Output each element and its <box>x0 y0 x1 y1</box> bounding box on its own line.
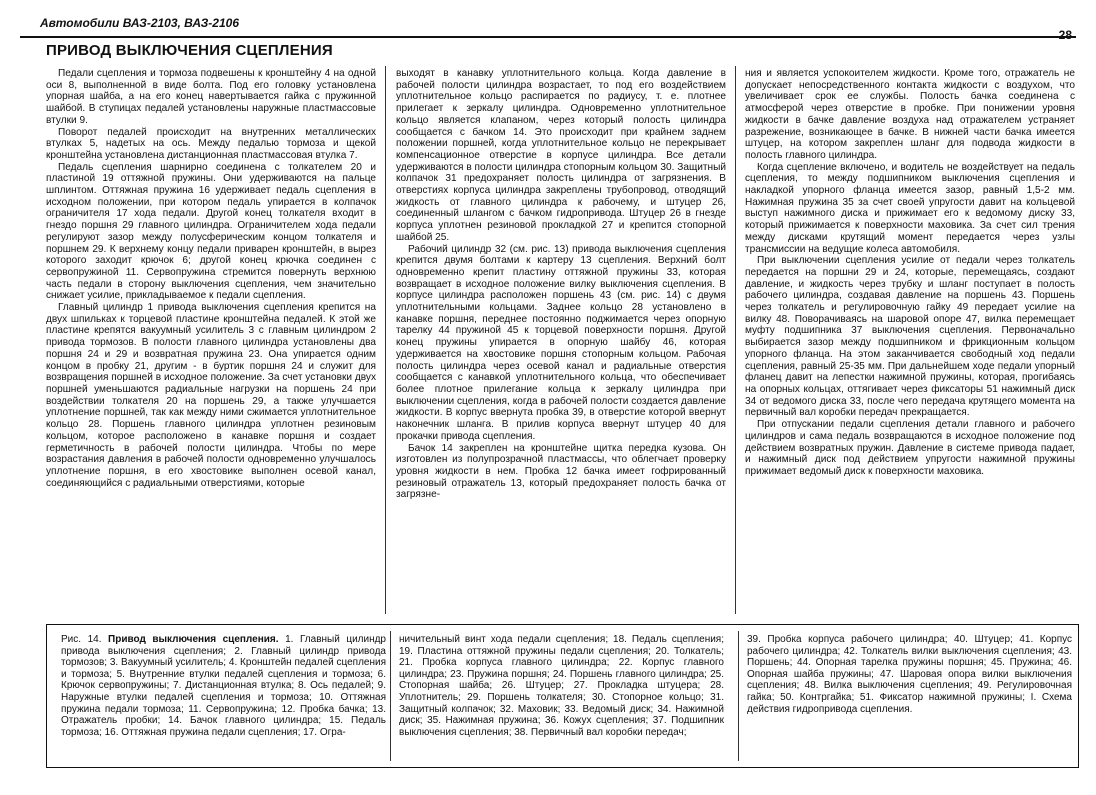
paragraph: выходят в канавку уплотнительного кольца. Когда давление в рабочей полости цилиндра возрастает, то под его воздействием уплотнительное кольцо распирается по радиусу, т. е. плотнее прилегает к зеркалу цилиндра. Одновременно уплотнительное кольцо является клапаном, через который полость цилиндра сообщается с бачком 14. Это происходит при крайнем заднем положении поршней, когда уплотнительное кольцо не перекрывает компенсационное отверстие в корпусе цилиндра. Все детали удерживаются в полости цилиндра стопорным кольцом 30. Защитный колпачок 31 предохраняет полость цилиндра от загрязнения. В отверстиях корпуса цилиндра закреплены трубопровод, отводящий жидкость от главного цилиндра к рабочему, и штуцер 26, соединенный шлангом с бачком гидропривода. Штуцер 26 в гнезде корпуса уплотнен резиновой прокладкой 27 и крепится стопорной шайбой 25. <box>396 68 726 243</box>
running-header <box>20 14 1076 42</box>
caption-text-1: 1. Главный цилиндр привода выключения сцепления; 2. Главный цилиндр привода тормозов; 3. Вакуумный усилитель; 4. Кронштейн педалей сцепления и тормоза; 5. Внутренние втулки педалей сцепления и тормоза; 6. Крючок сервопружины; 7. Дистанционная втулка; 8. Ось педалей; 9. Наружные втулки педалей сцепления и тормоза; 10. Оттяжная пружина педали тормоза; 11. Сервопружина; 12. Пробка бачка; 13. Отражатель пробки; 14. Бачок главного цилиндра; 15. Педаль тормоза; 16. Оттяжная пружина педали сцепления; 17. Огра- <box>61 634 386 738</box>
paragraph: Бачок 14 закреплен на кронштейне щитка передка кузова. Он изготовлен из полупрозрачной пластмассы, что облегчает проверку уровня жидкости в нем. Пробка 12 бачка имеет гофрированный резиновый отражатель 13, который предохраняет полость бачка от загрязне- <box>396 442 726 501</box>
paragraph: При выключении сцепления усилие от педали через толкатель передается на поршни 29 и 24, которые, перемещаясь, создают давление, и жидкость через трубку и шланг поступает в полость рабочего цилиндра, создавая давление на поршень 43. Поршень через толкатель и регулировочную гайку 49 передает усилие на вилку 48. Поворачиваясь на шаровой опоре 47, вилка перемещает муфту подшипника 37 выключения сцепления. Первоначально выбирается зазор между подшипником и фрикционным кольцом упорного фланца. На этом заканчивается свободный ход педали сцепления, равный 25-35 мм. При дальнейшем ходе педали упорный фланец давит на лепестки нажимной пружины, которая, прогибаясь на опорных кольцах, оттягивает через фиксаторы 51 нажимный диск 34 от ведомого диска 33, после чего передача крутящего момента на первичный вал коробки передач прекращается. <box>745 255 1075 419</box>
caption-column-3 <box>747 634 1072 762</box>
caption-column-1 <box>61 634 386 762</box>
column-divider <box>385 66 386 614</box>
section-title: ПРИВОД ВЫКЛЮЧЕНИЯ СЦЕПЛЕНИЯ <box>46 42 333 59</box>
column-divider <box>735 66 736 614</box>
book-title: Автомобили ВАЗ-2103, ВАЗ-2106 <box>40 16 240 30</box>
caption-divider <box>390 631 391 761</box>
text-column-3 <box>745 68 1075 616</box>
caption-divider <box>738 631 739 761</box>
paragraph: Поворот педалей происходит на внутренних металлических втулках 5, надетых на ось. Между педалью тормоза и щекой кронштейна установлена дистанционная пластмассовая втулка 7. <box>46 126 376 161</box>
paragraph: Главный цилиндр 1 привода выключения сцепления крепится на двух шпильках к торцевой пластине кронштейна педалей. К этой же пластине крепятся вакуумный усилитель 3 с главным цилиндром 2 привода тормозов. В полости главного цилиндра установлены два поршня 24 и 29 и возвратная пружина 23. Она упирается одним концом в пробку 21, другим - в буртик поршня 24 и служит для возвращения поршней в исходное положение. За счет установки двух поршней уменьшаются радиальные нагрузки на поршень 24 при воздействии толкателя 20 на поршень 29, а также улучшается уплотнение поршней, так как между ними сжимается уплотнительное кольцо 28. Поршень главного цилиндра уплотнен резиновым кольцом, которое расположено в канавке поршня и создает герметичность в рабочей полости цилиндра. Чтобы по мере возрастания давления в рабочей полости одновременно улучшалось уплотнение поршня, в его хвостовике выполнен осевой канал, соединяющийся с радиальными отверстиями, которые <box>46 302 376 489</box>
paragraph: Рабочий цилиндр 32 (см. рис. 13) привода выключения сцепления крепится двумя болтами к картеру 13 сцепления. Верхний болт одновременно крепит пластину оттяжной пружины 33, которая возвращает в исходное положение вилку выключения сцепления. В корпусе цилиндра расположен поршень 43 (см. рис. 14) с двумя уплотнительными кольцами. Заднее кольцо 28 установлено в канавке поршня, переднее постоянно поджимается через опорную тарелку 44 пружиной 45 к торцевой поверхности поршня. Другой конец пружины упирается в опорную шайбу 46, которая удерживается на хвостовике поршня стопорным кольцом. Рабочая полость цилиндра через осевой канал и радиальные отверстия сообщается с канавкой уплотнительного кольца, что обеспечивает более плотное прилегание кольца к зеркалу цилиндра при выключении сцепления, когда в рабочей полости создается давление жидкости. В корпус ввернута пробка 39, в отверстие которой ввернут наконечник шланга. В прилив корпуса ввернут штуцер 40 для прокачки привода сцепления. <box>396 243 726 442</box>
caption-text-3: 39. Пробка корпуса рабочего цилиндра; 40. Штуцер; 41. Корпус рабочего цилиндра; 42. Толкатель вилки выключения сцепления; 43. Поршень; 44. Опорная тарелка пружины поршня; 45. Пружина; 46. Опорная шайба пружины; 47. Шаровая опора вилки выключения сцепления; 48. Вилка выключения сцепления; 49. Регулировочная гайка; 50. Контргайка; 51. Фиксатор нажимной пружины; I. Схема действия гидропривода сцепления. <box>747 634 1072 715</box>
figure-caption-box <box>46 624 1079 768</box>
page-number: 28 <box>1058 28 1072 42</box>
paragraph: При отпускании педали сцепления детали главного и рабочего цилиндров и сама педаль возвращаются в исходное положение под действием возвратных пружин. Давление в системе привода падает, и нажимный диск под действием упругости нажимной пружины прижимает ведомый диск к поверхности маховика. <box>745 419 1075 477</box>
paragraph: ния и является успокоителем жидкости. Кроме того, отражатель не допускает непосредственного контакта жидкости с воздухом, что увеличивает срок ее службы. Полость бачка соединена с атмосферой через отверстие в пробке. При понижении уровня жидкости в бачке давление воздуха над отражателем устраняет разрежение, возникающее в бачке. В нижней части бачка имеется штуцер, на котором закреплен шланг для подвода жидкости в полость главного цилиндра. <box>745 68 1075 161</box>
caption-text-2: ничительный винт хода педали сцепления; 18. Педаль сцепления; 19. Пластина оттяжной пружины педали сцепления; 20. Толкатель; 21. Пробка корпуса главного цилиндра; 22. Корпус главного цилиндра; 23. Пружина поршня; 24. Поршень главного цилиндра; 25. Стопорная шайба; 26. Штуцер; 27. Прокладка штуцера; 28. Уплотнитель; 29. Поршень толкателя; 30. Стопорное кольцо; 31. Защитный колпачок; 32. Маховик; 33. Ведомый диск; 34. Нажимной диск; 35. Нажимная пружина; 36. Кожух сцепления; 37. Подшипник выключения сцепления; 38. Первичный вал коробки передач; <box>399 634 724 738</box>
text-column-2 <box>396 68 726 616</box>
paragraph: Когда сцепление включено, и водитель не воздействует на педаль сцепления, то между подшипником выключения сцепления и накладкой упорного фланца имеется зазор, равный 1,5-2 мм. Нажимная пружина 35 за счет своей упругости давит на кольцевой выступ нажимного диска и прижимает его к ведомому диску 33, который прижимается к поверхности маховика. За счет сил трения между дисками крутящий момент передается через узлы трансмиссии на ведущие колеса автомобиля. <box>745 161 1075 255</box>
paragraph: Педаль сцепления шарнирно соединена с толкателем 20 и пластиной 19 оттяжной пружины. Они удерживаются на пальце шплинтом. Оттяжная пружина 16 удерживает педаль сцепления в исходном положении, при котором педаль упирается в колпачок ограничителя 17 хода педали. Другой конец толкателя входит в гнездо поршня 29 главного цилиндра. Ограничителем хода педали регулируют зазор между полусферическим концом толкателя и поршнем 29. К верхнему концу педали приварен кронштейн, в вырез которого заходит крючок 6; другой конец крючка соединен с сервопружиной 11. Сервопружина стремится повернуть верхнюю часть педали в сторону выключения сцепления, чем значительно снижает усилие, прикладываемое к педали сцепления. <box>46 161 376 302</box>
figure-label: Рис. 14. <box>61 634 102 645</box>
figure-title: Привод выключения сцепления. <box>108 634 279 645</box>
caption-column-2 <box>399 634 724 762</box>
text-column-1 <box>46 68 376 616</box>
paragraph: Педали сцепления и тормоза подвешены к кронштейну 4 на одной оси 8, выполненной в виде болта. Под его головку установлена упорная шайба, а на его конец навертывается гайка с пружинной шайбой. В ступицах педалей установлены наружные пластмассовые втулки 9. <box>46 68 376 126</box>
